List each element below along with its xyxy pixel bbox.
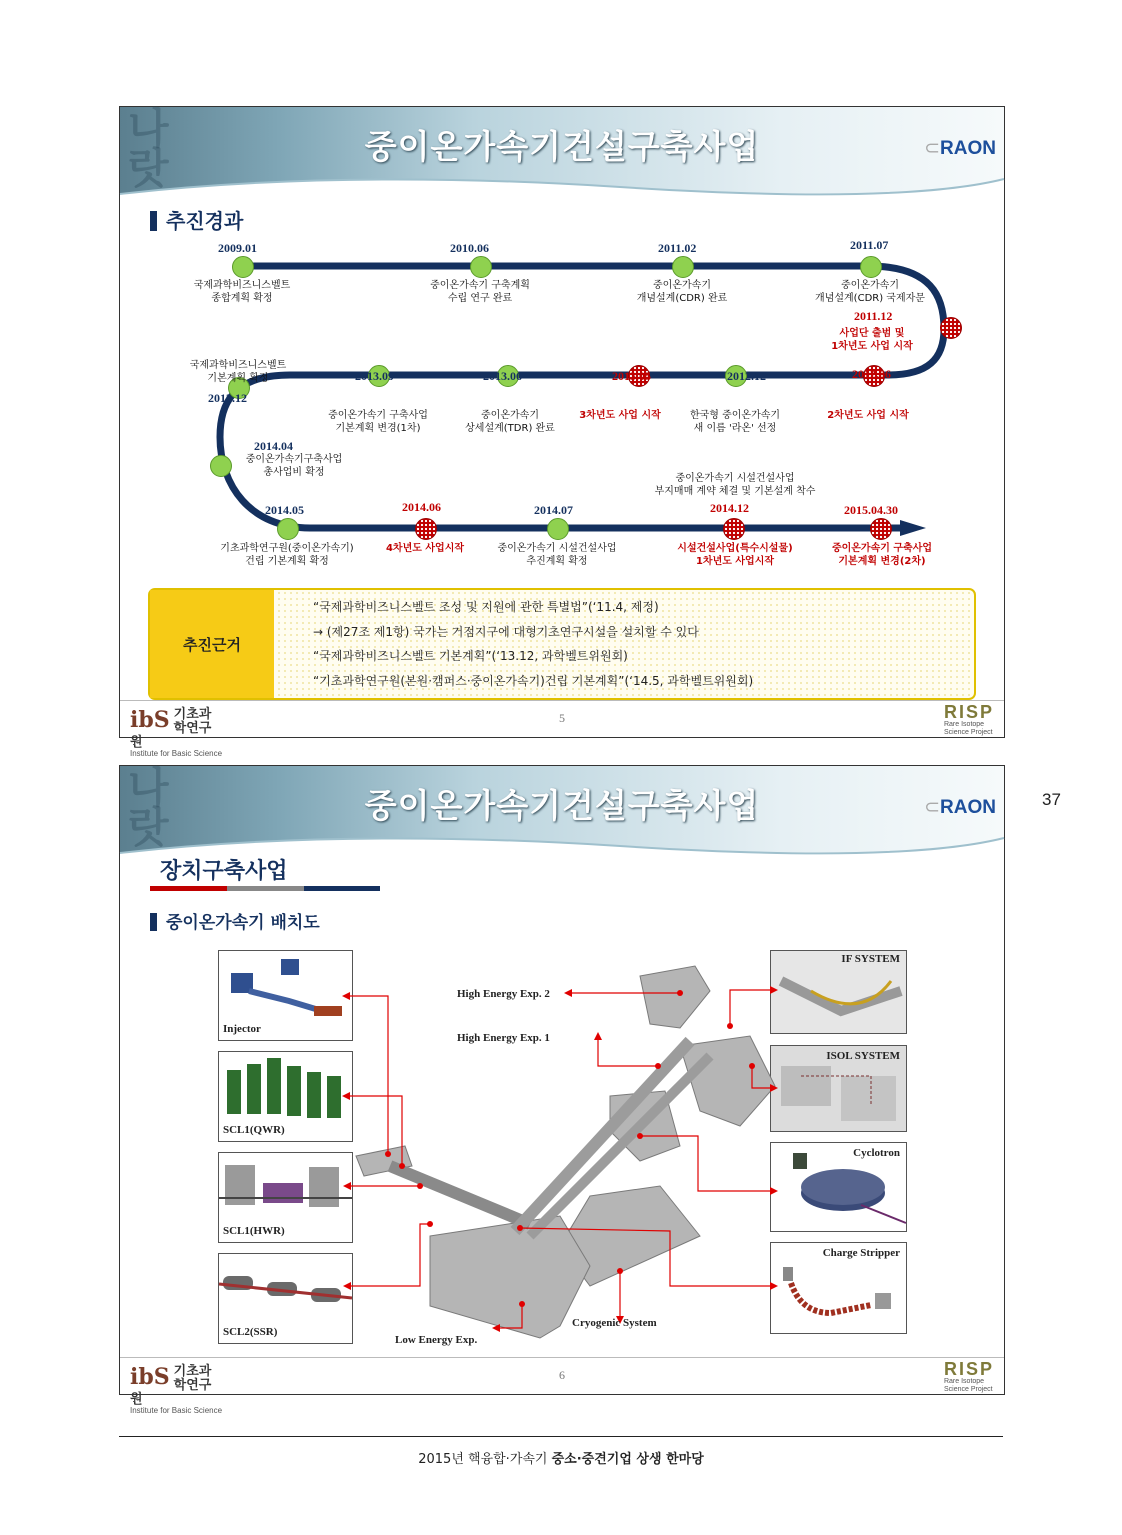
milestone-date: 2013.09 [355,369,394,383]
label-low-energy-exp: Low Energy Exp. [395,1334,478,1346]
slide-footer [120,1357,1004,1415]
injector-tunnel [390,1166,530,1224]
milestone-text: 사업단 출범 및 1차년도 사업 시작 [831,328,913,352]
milestone-date: 2013.05 [612,369,651,383]
milestone-node [723,518,745,540]
milestone-node [232,256,254,278]
photo-scl2-ssr: SCL2(SSR) [218,1253,353,1344]
milestone-date: 2012.06 [852,367,891,381]
milestone-note: 중이온가속기 시설건설사업 부지매매 계약 체결 및 기본설계 착수 [654,473,816,497]
photo-charge-stripper: Charge Stripper [770,1242,907,1334]
milestone-text: 중이온가속기 상세설계(TDR) 완료 [465,410,555,434]
if-isol-building [680,1036,775,1126]
ibs-logo: ibS 기초과학연구원 Institute for Basic Science [130,1363,223,1415]
milestone-node [860,256,882,278]
risp-logo: RISP Rare Isotope Science Project [943,1359,994,1393]
milestone-date: 2011.12 [854,309,893,323]
milestone-date: 2014.05 [265,503,304,517]
milestone-text: 국제과학비즈니스벨트 종합계획 확정 [193,280,291,304]
milestone-date: 2009.01 [218,241,257,255]
milestone-text: 중이온가속기 개념설계(CDR) 완료 [636,280,728,304]
milestone-node [547,518,569,540]
milestone-text: 중이온가속기 시설건설사업 추진계획 확정 [497,543,617,567]
slide-page-number: 5 [559,711,565,725]
photo-if-system: IF SYSTEM [770,950,907,1034]
milestone-text: 한국형 중이온가속기 새 이름 '라온' 선정 [689,410,781,434]
milestone-node [277,518,299,540]
milestone-text: 중이온가속기 구축사업 기본계획 변경(2차) [831,543,933,567]
milestone-date: 2014.12 [710,501,749,515]
milestone-date: 2013.06 [483,369,522,383]
slide-progress [119,104,1005,758]
milestone-text: 3차년도 사업 시작 [579,410,661,421]
subsection-heading: 중이온가속기 배치도 [150,908,320,933]
milestone-date: 2010.06 [450,241,489,255]
photo-injector: Injector [218,950,353,1041]
page-footer-rule [119,1436,1003,1437]
basis-label: 추진근거 [150,590,274,698]
ibs-logo: ibS 기초과학연구원 Institute for Basic Science [130,706,223,758]
arrow-if [730,990,770,1026]
risp-logo: RISP Rare Isotope Science Project [943,702,994,736]
page-footer-text: 2015년 핵융합·가속기 중소·중견기업 상생 한마당 [418,1452,704,1467]
milestone-node [672,256,694,278]
slide-page-number: 6 [559,1368,565,1382]
facility-layout-diagram [120,763,1004,1394]
arrow-scl2-ssr [351,1224,430,1286]
milestone-text: 4차년도 사업시작 [385,543,465,554]
basis-line: “국제과학비즈니스벨트 조성 및 지원에 관한 특별법”(‘11.4, 제정) [313,600,659,614]
basis-line: → (제27조 제1항) 국가는 거점지구에 대형기초연구시설을 설치할 수 있다 [313,625,699,639]
basis-line: “기초과학연구원(본원·캠퍼스·중이온가속기)건립 기본계획”(‘14.5, 과학벨트위원회) [313,674,754,688]
low-energy-building [430,1216,590,1338]
milestone-text: 시설건설사업(특수시설물) 1차년도 사업시작 [677,543,793,567]
arrow-injector [350,996,388,1154]
milestone-date: 2012.12 [727,369,766,383]
milestone-node [870,518,892,540]
milestone-text: 중이온가속기 구축계획 수립 연구 완료 [430,280,530,304]
milestone-date: 2013.12 [208,391,247,405]
milestone-date: 2011.02 [658,241,697,255]
banner-decoration: 나 랏 [128,104,169,193]
label-cryogenic-system: Cryogenic System [572,1317,657,1329]
label-high-energy-exp1: High Energy Exp. 1 [457,1032,550,1044]
raon-logo: ⊂RAON [924,138,996,159]
milestone-date: 2011.07 [850,238,889,252]
milestone-text: 중이온가속기구축사업 총사업비 확정 [245,454,343,478]
photo-scl1-hwr: SCL1(HWR) [218,1152,353,1243]
arrow-he1 [598,1040,658,1066]
section-heading: 추진경과 [150,205,243,234]
milestone-date: 2014.04 [254,439,293,453]
milestone-date: 2015.04.30 [844,503,898,517]
milestone-date: 2014.07 [534,503,573,517]
photo-cyclotron: Cyclotron [770,1142,907,1232]
milestone-date: 2014.06 [402,500,441,514]
photo-isol-system: ISOL SYSTEM [770,1045,907,1132]
slide-title: 중이온가속기건설구축사업 [364,786,760,825]
milestone-node [415,518,437,540]
label-high-energy-exp2: High Energy Exp. 2 [457,988,550,1000]
slide-layout [119,763,1005,1415]
page-number: 37 [1042,790,1061,809]
milestone-text: 기초과학연구원(중이온가속기) 건립 기본계획 확정 [220,543,354,567]
milestone-text: 국제과학비즈니스벨트 기본계획 확정 [189,360,287,384]
milestone-text: 중이온가속기 개념설계(CDR) 국제자문 [815,280,925,304]
slide-footer [120,700,1004,758]
basis-line: “국제과학비즈니스벨트 기본계획”(‘13.12, 과학벨트위원회) [313,649,628,663]
photo-scl1-qwr: SCL1(QWR) [218,1051,353,1142]
section-heading: 장치구축사업 [160,859,288,884]
milestone-text: 2차년도 사업 시작 [827,410,909,421]
milestone-text: 중이온가속기 구축사업 기본계획 변경(1차) [328,410,428,434]
basis-box [148,588,976,700]
high-energy-exp2-building [640,966,710,1028]
raon-logo: ⊂RAON [924,797,996,818]
slide-title: 중이온가속기건설구축사업 [364,127,760,166]
banner-decoration: 나 랏 [128,763,169,852]
milestone-node [470,256,492,278]
